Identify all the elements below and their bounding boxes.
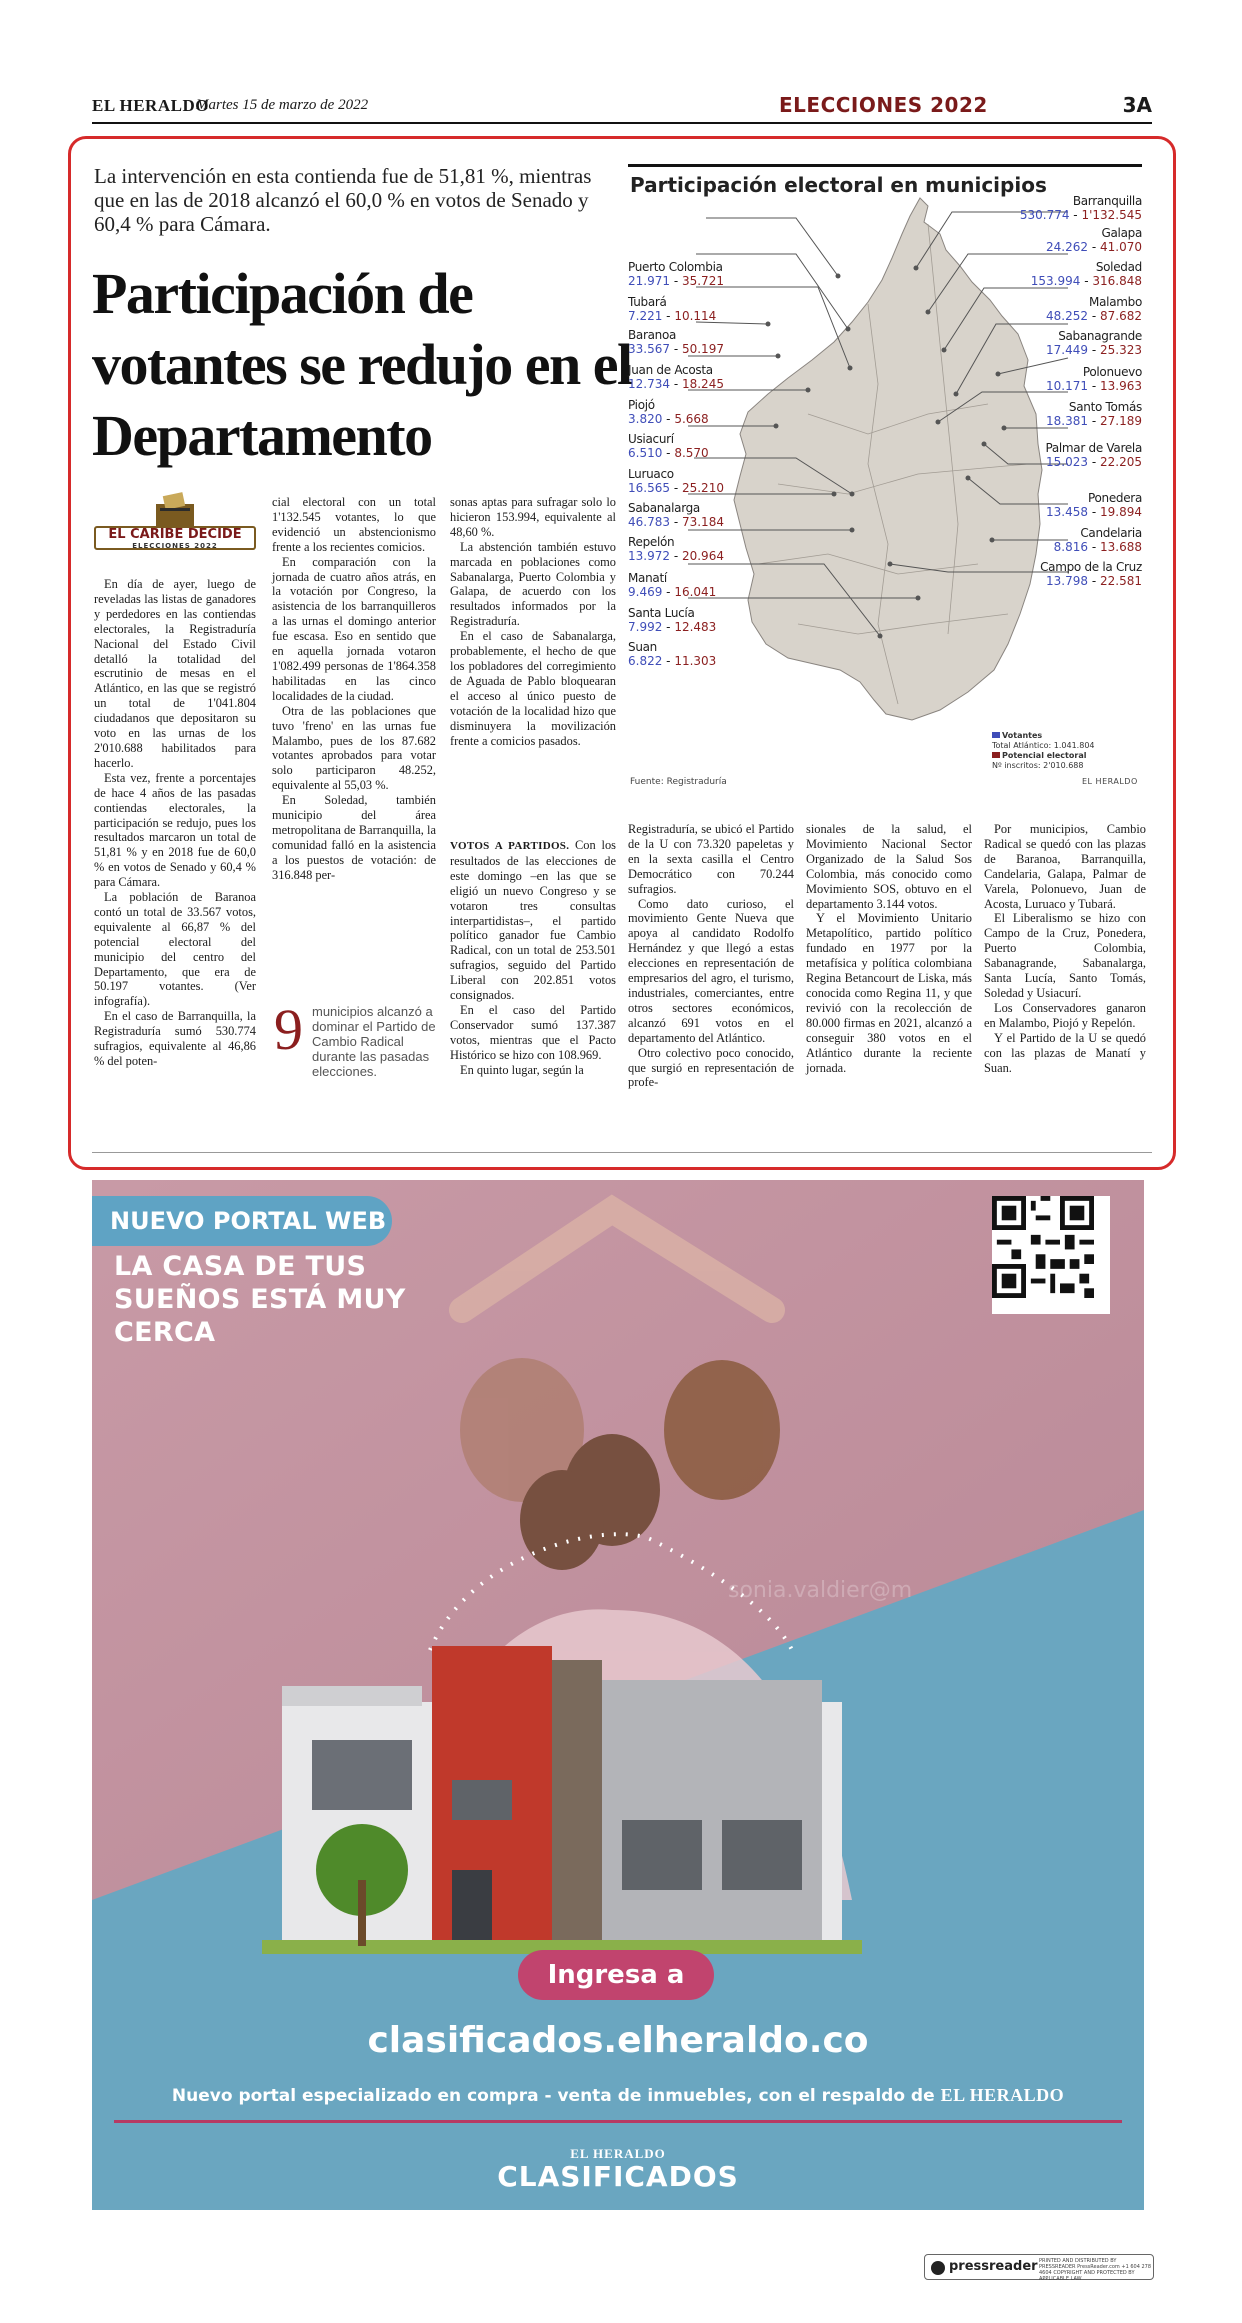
votes-value: 6.510 bbox=[628, 446, 663, 460]
votes-value: 33.567 bbox=[628, 342, 670, 356]
municipality-values bbox=[628, 309, 716, 323]
potential-value: 11.303 bbox=[674, 654, 717, 668]
municipality-label bbox=[1020, 194, 1142, 222]
pull-quote bbox=[274, 997, 442, 1098]
municipality-values bbox=[1046, 505, 1142, 519]
value-separator: - bbox=[670, 377, 682, 391]
article-paragraph: En comparación con la jornada de cuatro años atrás, en la votación por Congreso, la asistencia de los barranquilleros a las urnas el domingo anterior fue escasa. Eso en sentido que en aquella jornada votaron 1'082.499 personas de 1'864.358 habilitadas en las cinco localidades de la ciudad. bbox=[272, 554, 436, 703]
votes-value: 13.458 bbox=[1046, 505, 1089, 519]
municipality-values bbox=[628, 515, 724, 529]
logo-title: EL CARIBE DECIDE bbox=[108, 527, 242, 542]
article-paragraph: Y el Partido de la U se quedó con las plazas de Manatí y Suan. bbox=[984, 1030, 1146, 1075]
municipality-values bbox=[628, 412, 709, 426]
municipality-name: Sabanalarga bbox=[628, 501, 700, 515]
page-number: 3A bbox=[1122, 93, 1152, 117]
chart-credit: EL HERALDO bbox=[1082, 777, 1138, 786]
potential-value: 16.041 bbox=[674, 585, 717, 599]
article-bottom-divider bbox=[92, 1152, 1152, 1153]
value-separator: - bbox=[1088, 309, 1100, 323]
article-deck: La intervención en esta contienda fue de 51,81 %, mientras que en las de 2018 alcanzó el 60,0 % en votos de Senado y 60,4 % para Cámara. bbox=[94, 164, 592, 236]
votes-value: 17.449 bbox=[1046, 343, 1089, 357]
participation-infographic bbox=[628, 164, 1142, 792]
potential-value: 87.682 bbox=[1100, 309, 1142, 323]
votes-value: 15.023 bbox=[1046, 455, 1089, 469]
municipality-values bbox=[1040, 574, 1142, 588]
article-headline: Participación de votantes se redujo en el Departamento bbox=[92, 261, 632, 468]
municipality-label bbox=[1046, 400, 1142, 428]
votes-value: 12.734 bbox=[628, 377, 670, 391]
clasificados-advertisement[interactable] bbox=[92, 1180, 1144, 2210]
votes-value: 48.252 bbox=[1046, 309, 1089, 323]
potential-value: 13.963 bbox=[1100, 379, 1142, 393]
article-paragraph: Otro colectivo poco conocido, que surgió en representación de profe- bbox=[628, 1045, 794, 1090]
article-column-6 bbox=[984, 822, 1146, 1075]
municipality-values bbox=[628, 585, 716, 599]
municipality-label bbox=[1046, 491, 1142, 519]
municipality-label bbox=[628, 501, 724, 529]
municipality-name: Juan de Acosta bbox=[628, 363, 713, 377]
qr-code-icon bbox=[992, 1196, 1094, 1298]
ad-tag: NUEVO PORTAL WEB bbox=[92, 1196, 392, 1246]
value-separator: - bbox=[670, 274, 682, 288]
ad-cta-button[interactable]: Ingresa a bbox=[518, 1950, 714, 2000]
pressreader-badge[interactable] bbox=[924, 2254, 1154, 2280]
house-illustration bbox=[262, 1646, 862, 1954]
municipality-name: Usiacurí bbox=[628, 432, 674, 446]
legend-votes-swatch bbox=[992, 732, 1000, 738]
value-separator: - bbox=[670, 481, 682, 495]
value-separator: - bbox=[670, 515, 682, 529]
qr-code[interactable] bbox=[992, 1196, 1110, 1314]
votes-value: 10.171 bbox=[1046, 379, 1089, 393]
potential-value: 12.483 bbox=[674, 620, 717, 634]
municipality-name: Galapa bbox=[1101, 226, 1142, 240]
article-paragraph: La abstención también estuvo marcada en poblaciones como Sabanalarga, Puerto Colombia y Galapa, de acuerdo con los resultados informados por la Registraduría. bbox=[450, 539, 616, 629]
value-separator: - bbox=[1088, 505, 1100, 519]
municipality-label bbox=[1046, 329, 1142, 357]
votes-value: 7.221 bbox=[628, 309, 663, 323]
article-paragraph: cial electoral con un total 1'132.545 votantes, lo que evidenció un abstencionismo frente a los recientes comicios. bbox=[272, 495, 436, 554]
municipality-label bbox=[628, 467, 724, 495]
municipality-name: Manatí bbox=[628, 571, 667, 585]
municipality-values bbox=[1046, 309, 1142, 323]
municipality-name: Barranquilla bbox=[1072, 194, 1142, 208]
municipality-values bbox=[1020, 208, 1142, 222]
municipality-values bbox=[628, 342, 724, 356]
potential-value: 50.197 bbox=[681, 342, 724, 356]
municipality-label bbox=[1031, 260, 1142, 288]
article-paragraph: sonas aptas para sufragar solo lo hicieron 153.994, equivalente al 48,60 %. bbox=[450, 495, 616, 539]
section-title: ELECCIONES 2022 bbox=[779, 93, 988, 117]
potential-value: 1'132.545 bbox=[1081, 208, 1142, 222]
municipality-label bbox=[1045, 441, 1142, 469]
votes-value: 13.798 bbox=[1046, 574, 1089, 588]
ad-brand-clasificados: CLASIFICADOS bbox=[497, 2160, 739, 2193]
ad-url-link[interactable]: clasificados.elheraldo.co bbox=[367, 2020, 869, 2061]
section-lead: VOTOS A PARTIDOS. bbox=[450, 840, 576, 852]
article-paragraph: En el caso de Barranquilla, la Registraduría sumó 530.774 sufragios, equivalente al 46,86 % del poten- bbox=[94, 1009, 256, 1068]
page-header bbox=[92, 93, 1152, 122]
potential-value: 10.114 bbox=[674, 309, 717, 323]
municipality-values bbox=[1046, 240, 1142, 254]
votes-value: 9.469 bbox=[628, 585, 663, 599]
value-separator: - bbox=[1088, 240, 1100, 254]
votes-value: 7.992 bbox=[628, 620, 663, 634]
potential-value: 25.323 bbox=[1100, 343, 1142, 357]
article-paragraph: En el caso de Sabanalarga, probablemente, el hecho de que los pobladores del corregimiento de Aguada de Pablo bloquearan el acceso al único puesto de votación de la localidad hizo que disminuyera la movilización frente a comicios pasados. bbox=[450, 629, 616, 748]
ad-subline bbox=[92, 2085, 1144, 2106]
article-paragraph bbox=[450, 838, 616, 1003]
value-separator: - bbox=[662, 412, 675, 426]
municipality-label bbox=[1046, 226, 1142, 254]
municipality-values bbox=[1031, 274, 1142, 288]
legend-potential-label: Potencial electoral bbox=[1002, 751, 1087, 760]
municipality-name: Malambo bbox=[1089, 295, 1142, 309]
logo-subtitle: ELECCIONES 2022 bbox=[132, 542, 218, 550]
ad-subline-text: Nuevo portal especializado en compra - venta de inmuebles, con el respaldo de bbox=[171, 2086, 935, 2106]
potential-value: 8.570 bbox=[674, 446, 709, 460]
value-separator: - bbox=[1069, 208, 1082, 222]
paragraph-text: Con los resultados de las elecciones de este domingo –en las que se eligió un nuevo Congreso y se votaron tres consultas interpartidistas–, el partido político ganador fue Cambio Radical, con un total de 253.501 sufragios, seguido del Partido Liberal con 202.851 votos consignados. bbox=[450, 838, 616, 1003]
chart-legend bbox=[992, 731, 1095, 771]
article-column-3 bbox=[450, 495, 616, 748]
value-separator: - bbox=[670, 549, 682, 563]
municipality-label bbox=[628, 640, 716, 668]
municipality-name: Campo de la Cruz bbox=[1040, 560, 1142, 574]
municipality-values bbox=[628, 620, 716, 634]
potential-value: 5.668 bbox=[674, 412, 709, 426]
votes-value: 21.971 bbox=[628, 274, 670, 288]
municipality-name: Soledad bbox=[1095, 260, 1142, 274]
municipality-name: Ponedera bbox=[1087, 491, 1142, 505]
article-paragraph: Los Conservadores ganaron en Malambo, Piojó y Repelón. bbox=[984, 1000, 1146, 1030]
votes-value: 18.381 bbox=[1046, 414, 1089, 428]
municipality-label bbox=[628, 398, 709, 426]
header-divider bbox=[92, 122, 1152, 124]
reader-watermark: sonia.valdier@m bbox=[728, 1578, 913, 1603]
votes-value: 530.774 bbox=[1019, 208, 1070, 222]
potential-value: 35.721 bbox=[681, 274, 724, 288]
potential-value: 20.964 bbox=[681, 549, 724, 563]
value-separator: - bbox=[1088, 414, 1100, 428]
municipality-label bbox=[628, 363, 724, 391]
potential-value: 22.205 bbox=[1100, 455, 1142, 469]
potential-value: 41.070 bbox=[1100, 240, 1142, 254]
article-paragraph: La población de Baranoa contó un total de 33.567 votos, equivalente al 66,87 % del potencial electoral del municipio del centro del Departamento, que era de 50.197 votantes. (Ver infografía). bbox=[94, 890, 256, 1009]
municipality-name: Candelaria bbox=[1080, 526, 1142, 540]
municipality-name: Suan bbox=[628, 640, 657, 654]
ad-brand-top: EL HERALDO bbox=[570, 2146, 666, 2161]
ad-divider bbox=[114, 2120, 1122, 2123]
municipality-values bbox=[628, 446, 709, 460]
potential-value: 13.688 bbox=[1100, 540, 1142, 554]
potential-value: 73.184 bbox=[681, 515, 724, 529]
value-separator: - bbox=[662, 446, 675, 460]
article-paragraph: sionales de la salud, el Movimiento Nacional Sector Organizado de la Salud Sos Colombia, más conocido como Movimiento SOS, obtuvo en el departamento 3.144 votos. bbox=[806, 822, 972, 911]
article-paragraph: En quinto lugar, según la bbox=[460, 1062, 584, 1077]
municipality-label bbox=[628, 432, 709, 460]
article-column-1 bbox=[94, 577, 256, 1069]
pull-quote-text: municipios alcanzó a dominar el Partido de Cambio Radical durante las pasadas elecciones. bbox=[312, 1004, 436, 1079]
caribe-decide-logo bbox=[94, 490, 256, 556]
pressreader-icon bbox=[931, 2261, 945, 2275]
pressreader-logo-text: pressreader bbox=[949, 2259, 1038, 2274]
municipality-label bbox=[1054, 526, 1142, 554]
municipality-label bbox=[628, 295, 716, 323]
municipality-label bbox=[628, 535, 724, 563]
value-separator: - bbox=[1088, 455, 1100, 469]
votes-value: 24.262 bbox=[1046, 240, 1089, 254]
ad-headline: LA CASA DE TUS SUEÑOS ESTÁ MUY CERCA bbox=[114, 1251, 406, 1348]
value-separator: - bbox=[662, 620, 675, 634]
value-separator: - bbox=[1088, 379, 1100, 393]
municipality-values bbox=[628, 274, 724, 288]
value-separator: - bbox=[662, 585, 675, 599]
infographic-title: Participación electoral en municipios bbox=[630, 173, 1047, 197]
municipality-label bbox=[1046, 365, 1142, 393]
municipality-label bbox=[628, 606, 716, 634]
article-paragraph: Por municipios, Cambio Radical se quedó con las plazas de Baranoa, Barranquilla, Candelaria, Galapa, Palmar de Varela, Polonuevo, Juan de Acosta, Luruaco y Tubará. bbox=[984, 822, 1146, 911]
article-paragraph: En Soledad, también municipio del área metropolitana de Barranquilla, la comunidad falló en la asistencia a los puestos de votación: de 316.848 per- bbox=[272, 793, 436, 882]
value-separator: - bbox=[1088, 343, 1100, 357]
potential-value: 316.848 bbox=[1092, 274, 1142, 288]
municipality-label bbox=[1040, 560, 1142, 588]
municipality-values bbox=[1054, 540, 1142, 554]
legend-total: Total Atlántico: 1.041.804 bbox=[992, 741, 1095, 750]
municipality-label bbox=[1046, 295, 1142, 323]
value-separator: - bbox=[662, 654, 675, 668]
votes-value: 3.820 bbox=[628, 412, 663, 426]
potential-value: 25.210 bbox=[681, 481, 724, 495]
municipality-values bbox=[1046, 343, 1142, 357]
atlantico-map-shape bbox=[734, 198, 1042, 720]
legend-potential-swatch bbox=[992, 752, 1000, 758]
article-column-5 bbox=[806, 822, 972, 1075]
votes-value: 153.994 bbox=[1030, 274, 1081, 288]
value-separator: - bbox=[1088, 540, 1100, 554]
value-separator: - bbox=[670, 342, 682, 356]
votes-value: 16.565 bbox=[628, 481, 670, 495]
municipality-values bbox=[1045, 455, 1142, 469]
municipality-name: Puerto Colombia bbox=[628, 260, 723, 274]
municipality-label bbox=[628, 260, 724, 288]
pressreader-fineprint: PRINTED AND DISTRIBUTED BY PRESSREADER PressReader.com +1 604 278 4604 COPYRIGHT AND PROTECTED BY APPLICABLE LAW bbox=[1039, 2258, 1152, 2282]
municipality-name: Baranoa bbox=[628, 328, 677, 342]
potential-value: 18.245 bbox=[681, 377, 724, 391]
ballot-box-icon bbox=[94, 490, 256, 530]
potential-value: 19.894 bbox=[1100, 505, 1142, 519]
municipality-name: Polonuevo bbox=[1082, 365, 1142, 379]
municipality-label bbox=[628, 571, 716, 599]
municipality-name: Tubará bbox=[628, 295, 667, 309]
issue-date: Martes 15 de marzo de 2022 bbox=[196, 97, 369, 113]
chart-source: Fuente: Registraduría bbox=[630, 777, 727, 787]
article-paragraph: El Liberalismo se hizo con Campo de la Cruz, Ponedera, Puerto Colombia, Sabanagrande, Sabanalarga, Santa Lucía, Santo Tomás, Soledad y Usiacurí. bbox=[984, 911, 1146, 1000]
municipality-name: Piojó bbox=[628, 398, 655, 412]
legend-inscritos: Nº inscritos: 2'010.688 bbox=[992, 761, 1084, 770]
municipality-name: Santo Tomás bbox=[1068, 400, 1142, 414]
votes-value: 8.816 bbox=[1053, 540, 1089, 554]
article-paragraph: Otra de las poblaciones que tuvo 'freno' en las urnas fue Malambo, pues de los 87.682 votantes aprobados para votar solo participaron 48.252, equivalente al 55,03 %. bbox=[272, 703, 436, 793]
article-paragraph: Y el Movimiento Unitario Metapolítico, partido político fundado en 1977 por la metafísica y política colombiana Regina Betancourt de Liska, más conocida como Regina 11, y que revivió con la recolección de 80.000 firmas en 2021, alcanzó a conseguir 380 votos en el Atlántico durante la reciente jornada. bbox=[806, 911, 972, 1075]
article-paragraph: Registraduría, se ubicó el Partido de la U con 73.320 papeletas y en la sexta casilla el Centro Democrático con 70.244 sufragios. bbox=[628, 822, 794, 896]
value-separator: - bbox=[662, 309, 675, 323]
municipality-values bbox=[628, 654, 716, 668]
newspaper-brand: EL HERALDO bbox=[92, 96, 209, 115]
value-separator: - bbox=[1080, 274, 1093, 288]
municipality-name: Sabanagrande bbox=[1058, 329, 1142, 343]
municipality-values bbox=[1046, 379, 1142, 393]
potential-value: 27.189 bbox=[1100, 414, 1142, 428]
article-paragraph: Como dato curioso, el movimiento Gente Nueva que apoya al candidato Rodolfo Hernández y que llegó a estas elecciones en representación de empresarios del agro, el turismo, industriales, comerciantes, entre otros sectores económicos, alcanzó 691 votos en el departamento del Atlántico. bbox=[628, 896, 794, 1045]
municipality-values bbox=[628, 549, 724, 563]
value-separator: - bbox=[1088, 574, 1100, 588]
article-paragraph: Esta vez, frente a porcentajes de hace 4 años de las pasadas contiendas electorales, la participación se redujo, pues los resultados marcaron un total de 51,81 % y en 2018 fue de 60,0 % en votos de Senado y 60,4 % para Cámara. bbox=[94, 770, 256, 890]
article-paragraph: En día de ayer, luego de reveladas las listas de ganadores y perdedores en las contiendas electorales, la Registraduría Nacional del Estado Civil detalló la totalidad del escrutinio de mesas en el Atlántico, en las que se registró un total de 1'041.804 ciudadanos que depositaron su voto en las urnas de los 2'010.688 habilitados para hacerlo. bbox=[94, 577, 256, 770]
municipality-values bbox=[628, 377, 724, 391]
municipality-name: Repelón bbox=[628, 535, 675, 549]
article-column-4 bbox=[628, 822, 794, 1090]
municipality-values bbox=[1046, 414, 1142, 428]
article-paragraph: En el caso del Partido Conservador sumó 137.387 votos, mientras que el Pacto Histórico se hizo con 108.969. bbox=[450, 1002, 616, 1062]
votes-value: 46.783 bbox=[628, 515, 670, 529]
votes-value: 6.822 bbox=[628, 654, 663, 668]
article-column-3-continued bbox=[450, 838, 616, 1078]
municipality-name: Luruaco bbox=[628, 467, 674, 481]
municipality-name: Santa Lucía bbox=[628, 606, 695, 620]
votes-value: 13.972 bbox=[628, 549, 670, 563]
potential-value: 22.581 bbox=[1100, 574, 1142, 588]
legend-votes-label: Votantes bbox=[1002, 731, 1043, 740]
municipality-name: Palmar de Varela bbox=[1045, 441, 1142, 455]
municipality-values bbox=[628, 481, 724, 495]
article-column-2 bbox=[272, 495, 436, 883]
pull-quote-number: 9 bbox=[274, 997, 303, 1062]
municipality-label bbox=[628, 328, 724, 356]
ad-subline-brand: EL HERALDO bbox=[940, 2085, 1065, 2105]
